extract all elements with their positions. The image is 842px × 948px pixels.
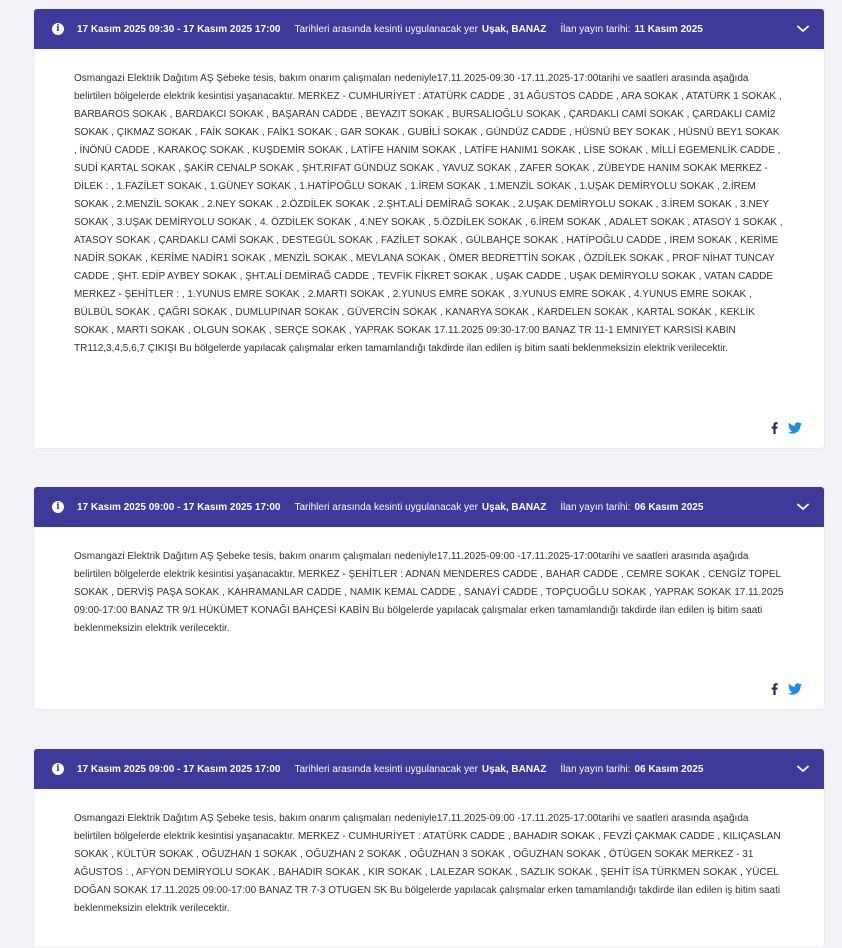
- notice-header-toggle[interactable]: [34, 9, 824, 49]
- outage-notice-card: [33, 8, 825, 449]
- notice-body: [34, 527, 824, 638]
- info-icon: i: [52, 23, 64, 35]
- facebook-icon[interactable]: [771, 422, 778, 434]
- notice-publish-date: 11 Kasım 2025: [634, 23, 703, 35]
- notice-location: Uşak, BANAZ: [481, 23, 547, 35]
- notice-body: [34, 789, 824, 918]
- share-bar: [771, 683, 802, 695]
- info-icon: i: [52, 763, 64, 775]
- notice-date-range: 17 Kasım 2025 09:30 - 17 Kasım 2025 17:00: [77, 23, 281, 35]
- notice-publish-date: 06 Kasım 2025: [634, 763, 704, 775]
- twitter-icon[interactable]: [788, 683, 802, 695]
- chevron-down-icon[interactable]: [796, 500, 810, 514]
- notice-publish-label: İlan yayın tarihi:: [560, 501, 631, 513]
- notice-text: Osmangazi Elektrik Dağıtım AŞ Şebeke tesis, bakım onarım çalışmaları nedeniyle17.11.2025-09:00 -17.11.2025-17:00tarihi ve saatleri arasında aşağıda belirtilen bölgelerde elektrik kesintisi yaşanacaktır. MERKEZ - ŞEHİTLER : ADNAN MENDERES CADDE , BAHAR CADDE , CEMRE SOKAK , CENGİZ TOPEL SOKAK , DERVİŞ PAŞA SOKAK , KAHRAMANLAR CADDE , NAMIK KEMAL CADDE , SANAYİ CADDE , TOPÇUOĞLU SOKAK , YAPRAK SOKAK 17.11.2025 09:00-17:00 BANAZ TR 9/1 HÜKÜMET KONAĞI BAHÇESİ KABİN Bu bölgelerde yapılacak çalışmalar erken tamamlandığı takdirde ilan edilen iş bitim saati beklenmeksizin elektrik verilecektir.: [74, 551, 784, 634]
- outage-notice-card: [33, 748, 825, 948]
- notice-header-toggle[interactable]: [34, 749, 824, 789]
- notice-header-toggle[interactable]: [34, 487, 824, 527]
- notice-body: [34, 49, 824, 358]
- notice-date-range: 17 Kasım 2025 09:00 - 17 Kasım 2025 17:00: [77, 763, 281, 775]
- notice-text-between: Tarihleri arasında kesinti uygulanacak yer: [294, 501, 478, 513]
- notice-text: Osmangazi Elektrik Dağıtım AŞ Şebeke tesis, bakım onarım çalışmaları nedeniyle17.11.2025-09:30 -17.11.2025-17:00tarihi ve saatleri arasında aşağıda belirtilen bölgelerde elektrik kesintisi yaşanacaktır. MERKEZ - CUMHURİYET : ATATÜRK CADDE , 31 AĞUSTOS CADDE , ARA SOKAK , ATATÜRK 1 SOKAK , BARBAROS SOKAK , BARDAKCI SOKAK , BAŞARAN CADDE , BEYAZIT SOKAK , BURSALIOĞLU SOKAK , ÇARDAKLI CAMİ SOKAK , ÇARDAKLI CAMİ2 SOKAK , ÇIKMAZ SOKAK , FAİK SOKAK , FAİK1 SOKAK , GAR SOKAK , GUBİLİ SOKAK , GÜNDÜZ CADDE , HÜSNÜ BEY SOKAK , HÜSNÜ BEY1 SOKAK , İNÖNÜ CADDE , KARAKOÇ SOKAK , KUŞDEMİR SOKAK , LATİFE HANIM SOKAK , LATİFE HANIM1 SOKAK , LİSE SOKAK , MİLLİ EGEMENLİK CADDE , SUDİ KARTAL SOKAK , ŞAKİR CENALP SOKAK , ŞHT.RIFAT GÜNDÜZ SOKAK , YAVUZ SOKAK , ZAFER SOKAK , ZÜBEYDE HANIM SOKAK MERKEZ - DİLEK : , 1.FAZİLET SOKAK , 1.GÜNEY SOKAK , 1.HATİPOĞLU SOKAK , 1.İREM SOKAK , 1.MENZİL SOKAK , 1.UŞAK DEMİRYOLU SOKAK , 2.İREM SOKAK , 2.MENZİL SOKAK , 2.NEY SOKAK , 2.ÖZDİLEK SOKAK , 2.ŞHT.ALİ DEMİRAĞ SOKAK , 2.UŞAK DEMİRYOLU SOKAK , 3.İREM SOKAK , 3.NEY SOKAK , 3.UŞAK DEMİRYOLU SOKAK , 4. ÖZDİLEK SOKAK , 4.NEY SOKAK , 5.ÖZDİLEK SOKAK , 6.İREM SOKAK , ADALET SOKAK , ATASOY 1 SOKAK , ATASOY SOKAK , ÇARDAKLI CAMİ SOKAK , DESTEGÜL SOKAK , FAZİLET SOKAK , GÜLBAHÇE SOKAK , HATİPOĞLU CADDE , İREM SOKAK , KERİME NADİR SOKAK , KERİME NADİR1 SOKAK , MENZİL SOKAK , MEVLANA SOKAK , ÖMER BEDRETTİN SOKAK , ÖZDİLEK SOKAK , PROF NİHAT TUNCAY CADDE , ŞHT. EDİP AYBEY SOKAK , ŞHT.ALİ DEMİRAĞ CADDE , TEVFİK FİKRET SOKAK , UŞAK CADDE , UŞAK DEMİRYOLU SOKAK , VATAN CADDE MERKEZ - ŞEHİTLER : , 1.YUNUS EMRE SOKAK , 2.MARTI SOKAK , 2.YUNUS EMRE SOKAK , 3.YUNUS EMRE SOKAK , 4.YUNUS EMRE SOKAK , BÜLBÜL SOKAK , ÇAĞRI SOKAK , DUMLUPINAR SOKAK , GÜVERCİN SOKAK , KANARYA SOKAK , KARDELEN SOKAK , KARTAL SOKAK , KEKLİK SOKAK , MARTI SOKAK , OLGUN SOKAK , SERÇE SOKAK , YAPRAK SOKAK 17.11.2025 09:30-17:00 BANAZ TR 11-1 EMNIYET KARSISI KABIN TR112,3,4,5,6,7 ÇIKIŞI Bu bölgelerde yapılacak çalışmalar erken tamamlandığı takdirde ilan edilen iş bitim saati beklenmeksizin elektrik verilecektir.: [74, 73, 783, 354]
- share-bar: [771, 422, 802, 434]
- notice-location: Uşak, BANAZ: [481, 501, 547, 513]
- notice-location: Uşak, BANAZ: [481, 763, 547, 775]
- notice-publish-label: İlan yayın tarihi:: [560, 23, 631, 35]
- chevron-down-icon[interactable]: [796, 22, 810, 36]
- twitter-icon[interactable]: [788, 422, 802, 434]
- notice-text-between: Tarihleri arasında kesinti uygulanacak yer: [294, 763, 478, 775]
- chevron-down-icon[interactable]: [796, 762, 810, 776]
- info-icon: i: [52, 501, 64, 513]
- notice-publish-label: İlan yayın tarihi:: [560, 763, 631, 775]
- facebook-icon[interactable]: [771, 683, 778, 695]
- notice-text-between: Tarihleri arasında kesinti uygulanacak yer: [294, 23, 478, 35]
- notice-text: Osmangazi Elektrik Dağıtım AŞ Şebeke tesis, bakım onarım çalışmaları nedeniyle17.11.2025-09:00 -17.11.2025-17:00tarihi ve saatleri arasında aşağıda belirtilen bölgelerde elektrik kesintisi yaşanacaktır. MERKEZ - CUMHURİYET : ATATÜRK CADDE , BAHADIR SOKAK , FEVZİ ÇAKMAK CADDE , KILIÇASLAN SOKAK , KÜLTÜR SOKAK , OĞUZHAN 1 SOKAK , OĞUZHAN 2 SOKAK , OĞUZHAN 3 SOKAK , OĞUZHAN SOKAK , ÖTÜGEN SOKAK MERKEZ - 31 AĞUSTOS : , AFYON DEMİRYOLU SOKAK , BAHADIR SOKAK , KIR SOKAK , LALEZAR SOKAK , SAZLIK SOKAK , ŞEHİT İSA TÜRKMEN SOKAK , YÜCEL DOĞAN SOKAK 17.11.2025 09:00-17:00 BANAZ TR 7-3 OTUGEN SK Bu bölgelerde yapılacak çalışmalar erken tamamlandığı takdirde ilan edilen iş bitim saati beklenmeksizin elektrik verilecektir.: [74, 813, 781, 914]
- notice-publish-date: 06 Kasım 2025: [634, 501, 704, 513]
- outage-notice-card: [33, 486, 825, 710]
- notice-date-range: 17 Kasım 2025 09:00 - 17 Kasım 2025 17:00: [77, 501, 281, 513]
